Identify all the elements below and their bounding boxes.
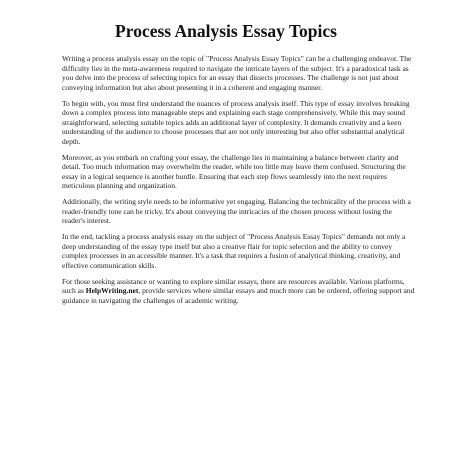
resources-text-after: , provide services where similar essays and much more can be ordered, offering support and guidance in navigating the challenges of academic writing. (62, 286, 415, 305)
paragraph-conclusion: In the end, tackling a process analysis essay on the subject of "Process Analysis Essay Topics" demands not only a deep understanding of the essay type itself but also a creative flair for topic selection and the ability to convey complex processes in an accessible manner. It's a task that requires a fusion of analytical thinking, creativity, and effective communication skills. (62, 232, 406, 270)
helpwriting-link[interactable]: HelpWriting.net (85, 286, 139, 295)
paragraph-style: Additionally, the writing style needs to be informative yet engaging. Balancing the technicality of the process with a reader-friendly tone can be tricky. It's about conveying the intricacies of the chosen process without losing the reader's interest. (62, 197, 411, 225)
paragraph-resources (62, 277, 416, 306)
paragraph-intro: Writing a process analysis essay on the topic of "Process Analysis Essay Topics" can be a challenging endeavor. The difficulty lies in the meta-awareness required to navigate the intricate layers of the subject. It's a paradoxical task as you delve into the process of selecting topics for an essay that dissects processes. The challenge is not just about conveying information but also about presenting it in a coherent and engaging manner. (62, 54, 412, 92)
resources-text-before: For those seeking assistance or wanting to explore similar essays, there are resources available. Various platforms, such as (62, 276, 405, 295)
document-title: Process Analysis Essay Topics (115, 21, 337, 41)
paragraph-nuances: To begin with, you must first understand the nuances of process analysis itself. This type of essay involves breaking down a complex process into manageable steps and explaining each stage comprehensively. While this may sound straightforward, selecting suitable topics adds an additional layer of complexity. It demands creativity and a keen understanding of the audience to choose processes that are not only interesting but also offer substantial analytical depth. (62, 98, 410, 146)
document-body (62, 54, 416, 312)
paragraph-balance: Moreover, as you embark on crafting your essay, the challenge lies in maintaining a balance between clarity and detail. Too much information may overwhelm the reader, while too little may leave them confused. Structuring the essay in a logical sequence is another hurdle. Ensuring that each step flows seamlessly into the next requires meticulous planning and organization. (62, 152, 406, 190)
